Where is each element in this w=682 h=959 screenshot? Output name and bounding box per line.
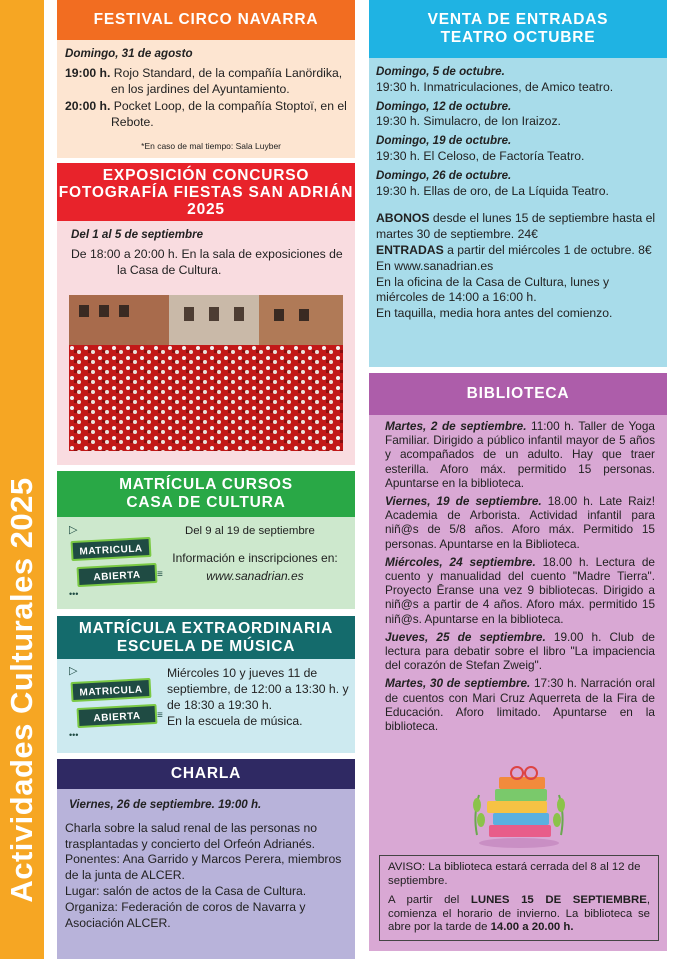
expo-date: Del 1 al 5 de septiembre [71, 228, 204, 241]
biblio-entry: Viernes, 19 de septiembre. 18.00 h. Late Raiz! Academia de Arborista. Actividad infantil para niñ@s de 5/8 años. Aforo máx. Permitido 15 personas. Apuntarse en la Biblioteca. [385, 494, 655, 551]
charla-lugar: Lugar: salón de actos de la Casa de Cultura. [65, 883, 307, 898]
show-date: Domingo, 26 de octubre. [376, 168, 512, 182]
biblio-entry: Martes, 2 de septiembre. 11:00 h. Taller de Yoga Familiar. Dirigido a público infantil mayor de 5 años y acompañados de un adulto. Hay que traer esterilla. Aforo máx. permitido 15 personas. Apuntarse en la biblioteca. [385, 419, 655, 490]
festival-title: FESTIVAL CIRCO NAVARRA [57, 0, 355, 40]
cursos-info: Información e inscripciones en: [172, 551, 338, 565]
sidebar-title: Actividades Culturales 2025 [4, 477, 39, 903]
musica-title: MATRÍCULA EXTRAORDINARIA ESCUELA DE MÚSICA [57, 616, 355, 659]
festival-section [57, 0, 355, 158]
expo-title: EXPOSICIÓN CONCURSO FOTOGRAFÍA FIESTAS SAN ADRIÁN 2025 [57, 163, 355, 221]
biblio-aviso [379, 855, 659, 941]
cursos-title: MATRÍCULA CURSOS CASA DE CULTURA [57, 471, 355, 517]
cursos-dates: Del 9 al 19 de septiembre [185, 525, 315, 537]
show-text: 19:30 h. El Celoso, de Factoría Teatro. [376, 148, 585, 163]
festival-item: 20:00 h. Pocket Loop, de la compañía Stoptoï, en el Rebote. [65, 99, 347, 130]
biblioteca-section [369, 373, 667, 951]
musica-detail: Miércoles 10 y jueves 11 de septiembre, de 12:00 a 13:30 h. y de 18:30 a 19:30 h. [167, 666, 349, 712]
expo-section [57, 163, 355, 465]
abonos-text: ABONOS desde el lunes 15 de septiembre hasta el martes 30 de septiembre. 24€ [376, 211, 656, 242]
venta-section [369, 0, 667, 367]
biblio-entry: Martes, 30 de septiembre. 17:30 h. Narración oral de cuentos con Mari Cruz Aquerreta de la Fira de Educación. Aforo limitado. Apuntarse en la biblioteca. [385, 676, 656, 734]
expo-photo [69, 295, 343, 451]
dots-icon: ••• [69, 589, 79, 599]
charla-ponentes: Ponentes: Ana Garrido y Marcos Perera, miembros de la junta de ALCER. [65, 852, 342, 883]
dots-icon: ••• [69, 730, 79, 740]
aviso-horario: A partir del LUNES 15 DE SEPTIEMBRE, comienza el horario de invierno. La biblioteca se abre por la tarde de 14.00 a 20.00 h. [388, 894, 650, 933]
aviso-closed: AVISO: La biblioteca estará cerrada del 8 al 12 de septiembre. [388, 861, 641, 887]
show-date: Domingo, 12 de octubre. [376, 99, 512, 113]
play-icon: ▷ [69, 665, 78, 677]
venta-title: VENTA DE ENTRADAS TEATRO OCTUBRE [369, 0, 667, 58]
festival-note: *En caso de mal tiempo: Sala Luyber [141, 140, 281, 151]
charla-date: Viernes, 26 de septiembre. 19:00 h. [69, 798, 262, 811]
entradas-text: ENTRADAS a partir del miércoles 1 de octubre. 8€ [376, 242, 652, 257]
show-text: 19:30 h. Inmatriculaciones, de Amico teatro. [376, 79, 614, 94]
show-text: 19:30 h. Ellas de oro, de La Líquida Teatro. [376, 183, 609, 198]
biblioteca-title: BIBLIOTECA [369, 373, 667, 415]
cursos-web-link[interactable]: www.sanadrian.es [206, 569, 304, 583]
biblio-entry: Jueves, 25 de septiembre. 19.00 h. Club de lectura para debatir sobre el libro "La impaciencia del corazón de Stefan Zweig". [385, 629, 655, 673]
musica-place: En la escuela de música. [167, 714, 303, 728]
charla-title: CHARLA [57, 759, 355, 789]
cursos-section [57, 471, 355, 609]
books-illustration [469, 765, 569, 849]
venta-oficina: En la oficina de la Casa de Cultura, lunes y miércoles de 14:00 a 16:00 h. [376, 274, 610, 305]
festival-date: Domingo, 31 de agosto [65, 47, 193, 60]
musica-section [57, 616, 355, 753]
venta-web-link[interactable]: En www.sanadrian.es [376, 258, 494, 273]
sidebar [0, 0, 44, 959]
matricula-badge: ▷ MATRICULA ABIERTA ≡ ••• [69, 524, 163, 599]
charla-description: Charla sobre la salud renal de las personas no trasplantadas y concierto del Orfeón Adrianés. [65, 820, 318, 851]
biblio-entry: Miércoles, 24 septiembre. 18.00 h. Lectura de cuento y manualidad del cuento "Madre Tierra". Proyecto Ēranse una vez 9 bibliotecas. Dirigido a niñ@s a partir de 4 años. Aforo máx. permitido 15 niñ@s. Apuntarse en la biblioteca. [385, 554, 655, 626]
menu-icon: ≡ [157, 569, 163, 580]
charla-organiza: Organiza: Federación de coros de Navarra y Asociación ALCER. [65, 899, 306, 930]
matricula-badge: ▷ MATRICULA ABIERTA ≡ ••• [69, 665, 163, 740]
festival-item: 19:00 h. Rojo Standard, de la compañía Lanördika, en los jardines del Ayuntamiento. [65, 65, 343, 96]
show-date: Domingo, 19 de octubre. [376, 134, 512, 148]
venta-taquilla: En taquilla, media hora antes del comienzo. [376, 306, 613, 321]
menu-icon: ≡ [157, 710, 163, 721]
charla-section [57, 759, 355, 959]
show-date: Domingo, 5 de octubre. [376, 65, 505, 78]
show-text: 19:30 h. Simulacro, de Ion Iraizoz. [376, 114, 561, 129]
play-icon: ▷ [69, 524, 78, 536]
expo-detail: De 18:00 a 20:00 h. En la sala de exposiciones de la Casa de Cultura. [71, 246, 343, 277]
